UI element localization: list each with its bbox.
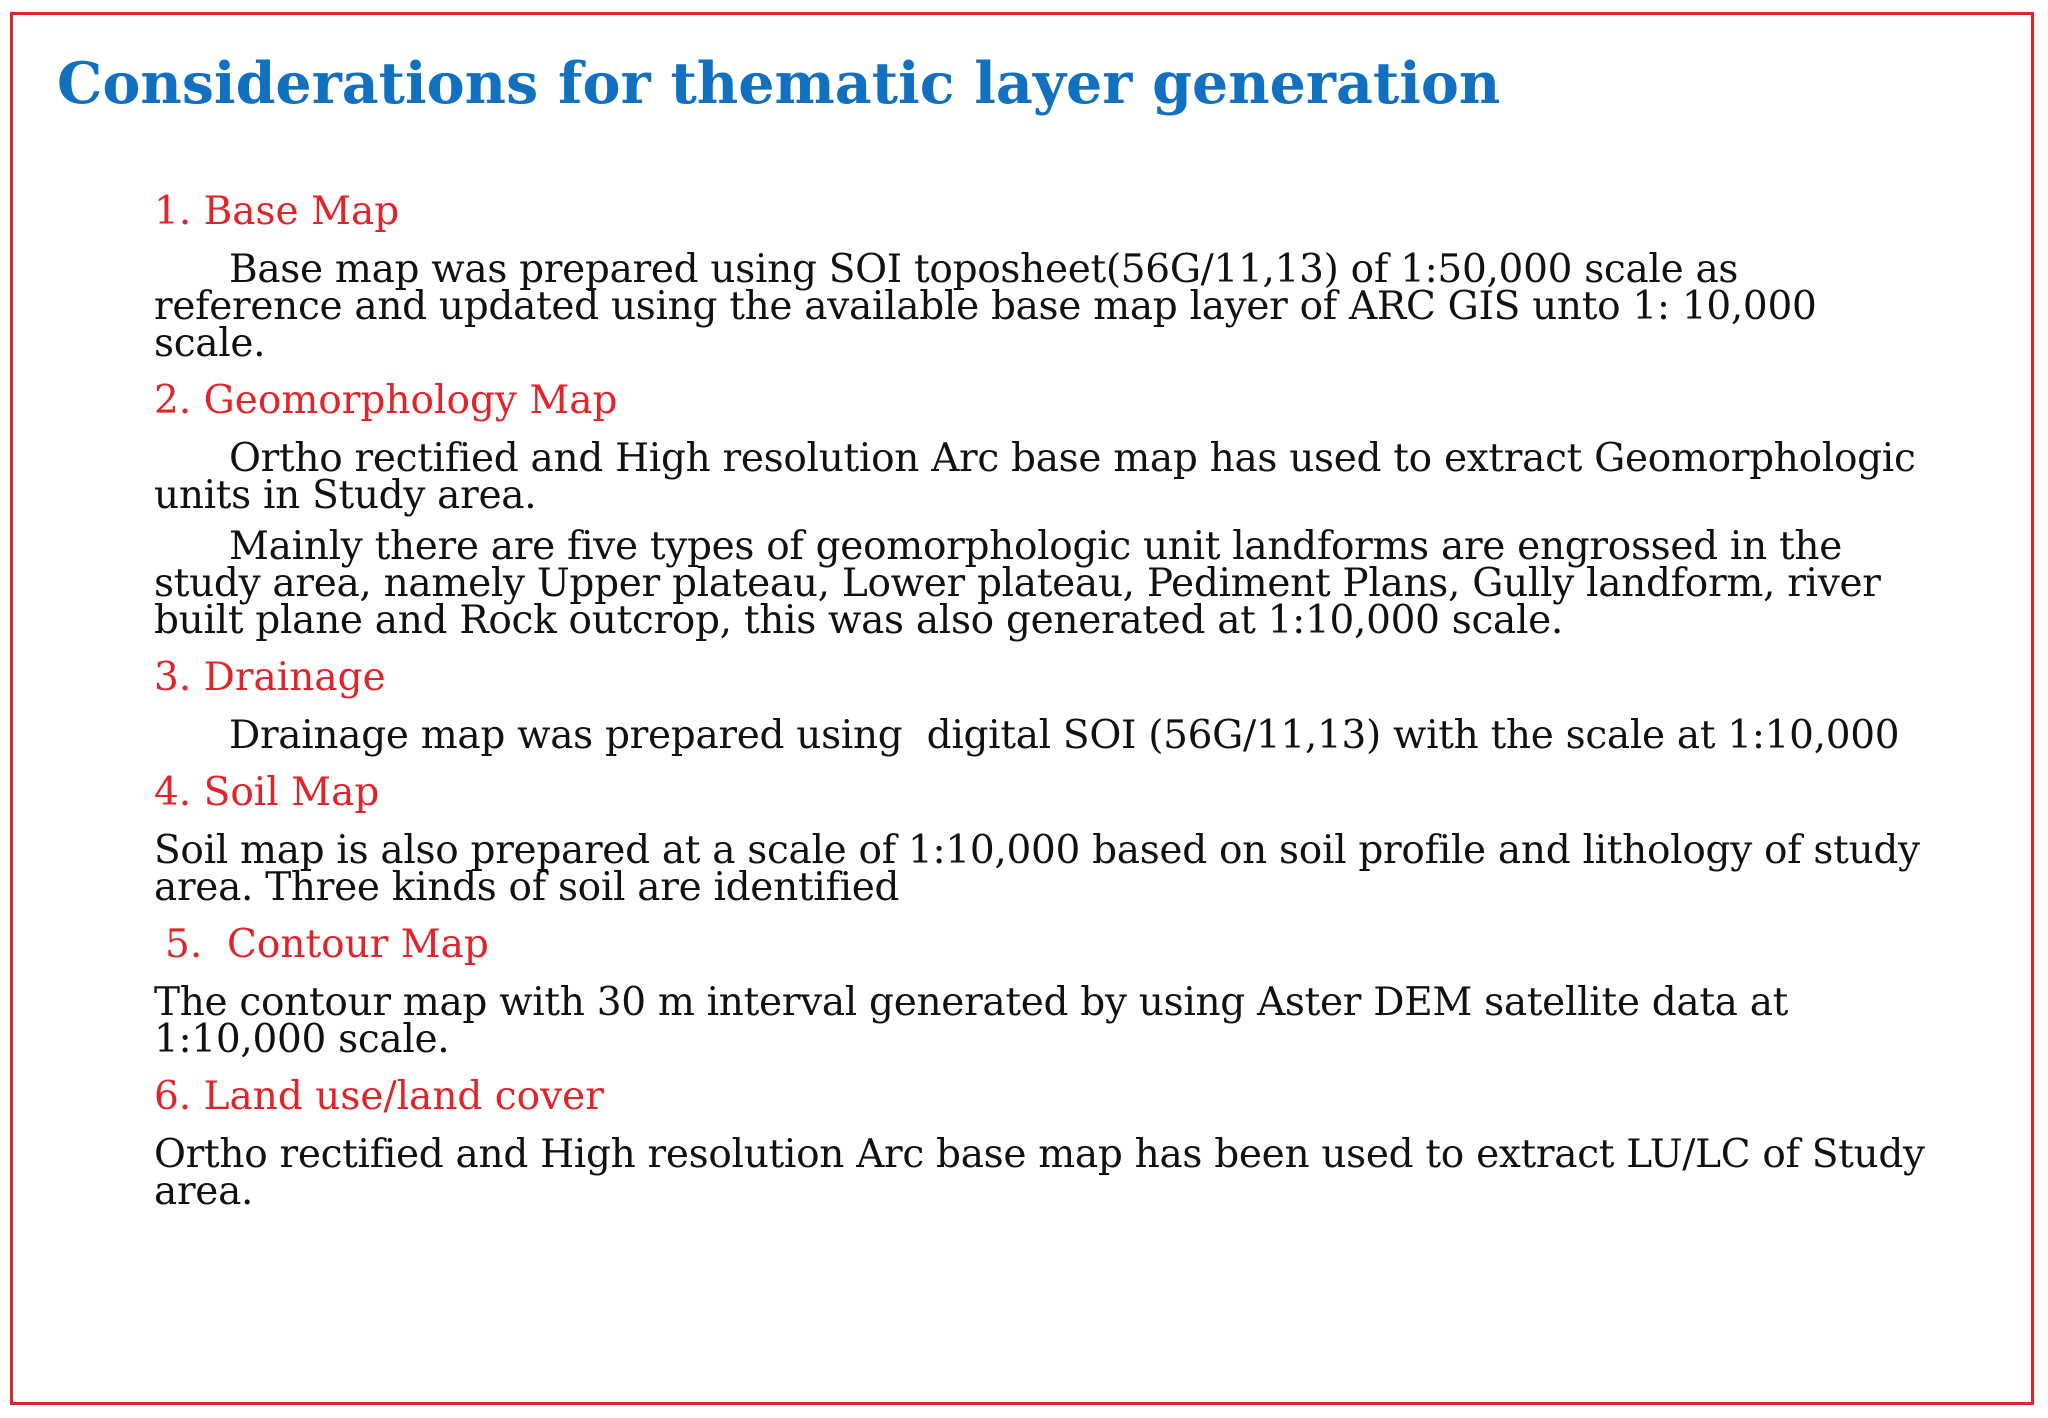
contour-map-paragraph: The contour map with 30 m interval generated by using Aster DEM satellite data at 1:10,000 scale. [154,980,1789,1062]
slide-content [154,187,1934,1224]
geomorphology-paragraph-1: Ortho rectified and High resolution Arc base map has used to extract Geomorphologic units in Study area. [154,436,1916,518]
slide-title: Considerations for thematic layer generation [57,50,1501,117]
section-heading-land-use: 6. Land use/land cover [154,1074,604,1119]
section-heading-base-map: 1. Base Map [154,189,400,234]
geomorphology-paragraph-2: Mainly there are five types of geomorphologic unit landforms are engrossed in the study area, namely Upper plateau, Lower plateau, Pediment Plans, Gully landform, river built plane and Rock outcrop, this was also generated at 1:10,000 scale. [154,524,1881,643]
drainage-paragraph: Drainage map was prepared using digital SOI (56G/11,13) with the scale at 1:10,000 [229,713,1900,758]
soil-map-paragraph: Soil map is also prepared at a scale of 1:10,000 based on soil profile and lithology of study area. Three kinds of soil are identified [154,828,1920,910]
section-heading-soil-map: 4. Soil Map [154,770,380,815]
section-heading-geomorphology-map: 2. Geomorphology Map [154,378,618,423]
section-heading-drainage: 3. Drainage [154,655,386,700]
base-map-paragraph: Base map was prepared using SOI toposheet(56G/11,13) of 1:50,000 scale as reference and updated using the available base map layer of ARC GIS unto 1: 10,000 scale. [154,247,1817,366]
section-heading-contour-map: 5. Contour Map [165,922,489,967]
land-use-paragraph: Ortho rectified and High resolution Arc base map has been used to extract LU/LC of Study area. [154,1132,1925,1214]
